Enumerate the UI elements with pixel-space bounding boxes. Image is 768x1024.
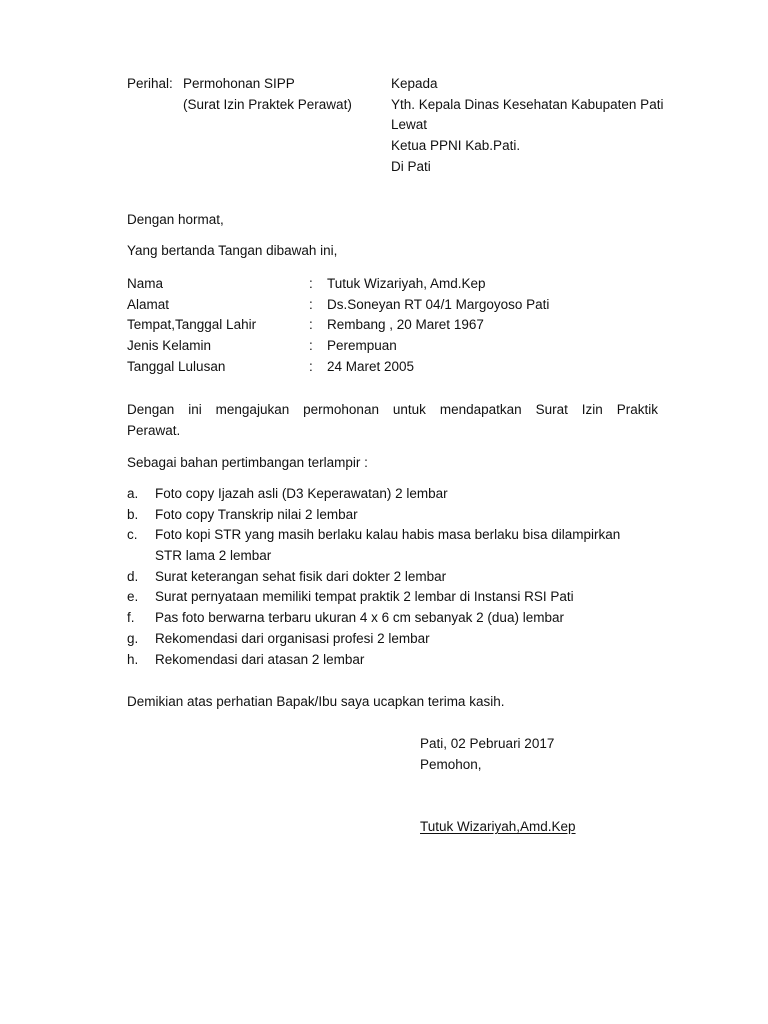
list-item: Surat pernyataan memiliki tempat praktik 2 lembar di Instansi RSI Pati: [155, 589, 574, 605]
signature-place-date: Pati, 02 Pebruari 2017: [420, 736, 555, 751]
identity-label: Jenis Kelamin: [127, 338, 212, 354]
request-paragraph: [127, 400, 658, 441]
subject-line: (Surat Izin Praktek Perawat): [183, 96, 352, 112]
identity-value: Rembang , 20 Maret 1967: [327, 317, 484, 333]
signature-role: Pemohon,: [420, 756, 482, 772]
subject-line: Permohonan SIPP: [183, 76, 295, 91]
list-marker: e.: [127, 589, 139, 605]
identity-label: Tempat,Tanggal Lahir: [127, 317, 257, 333]
closing-line: Demikian atas perhatian Bapak/Ibu saya ucapkan terima kasih.: [127, 694, 505, 709]
identity-value: Perempuan: [327, 338, 397, 354]
list-item: Foto copy Transkrip nilai 2 lembar: [155, 506, 358, 522]
list-item: Rekomendasi dari organisasi profesi 2 lembar: [155, 630, 430, 646]
list-marker: c.: [127, 527, 138, 543]
identity-colon: :: [309, 276, 313, 291]
list-item: Surat keterangan sehat fisik dari dokter 2 lembar: [155, 568, 447, 584]
list-item: Rekomendasi dari atasan 2 lembar: [155, 651, 365, 667]
identity-colon: :: [309, 338, 313, 354]
salutation: Dengan hormat,: [127, 212, 224, 227]
recipient-line: Di Pati: [391, 158, 431, 174]
recipient-line: Yth. Kepala Dinas Kesehatan Kabupaten Pati: [391, 96, 664, 112]
request-line: Dengan ini mengajukan permohonan untuk mendapatkan Surat Izin Praktik: [127, 402, 658, 417]
identity-colon: :: [309, 296, 313, 312]
recipient-block: [391, 74, 663, 177]
list-marker: g.: [127, 630, 139, 646]
identity-value: 24 Maret 2005: [327, 358, 415, 374]
signature-block: [420, 734, 554, 775]
recipient-line: Kepada: [391, 76, 438, 91]
subject-label: Perihal:: [127, 76, 173, 91]
identity-value: Ds.Soneyan RT 04/1 Margoyoso Pati: [327, 296, 550, 312]
signature-name: Tutuk Wizariyah,Amd.Kep: [420, 819, 576, 834]
subject-block: [183, 74, 352, 115]
attachment-markers: [127, 484, 138, 670]
attachments-title: Sebagai bahan pertimbangan terlampir :: [127, 455, 368, 470]
identity-colon: :: [309, 358, 313, 374]
recipient-line: Ketua PPNI Kab.Pati.: [391, 138, 521, 154]
list-item-continuation: STR lama 2 lembar: [155, 548, 272, 564]
list-marker-spacer: [127, 546, 138, 567]
list-marker: a.: [127, 486, 139, 501]
request-line: Perawat.: [127, 422, 181, 438]
list-marker: h.: [127, 651, 139, 667]
intro-line: Yang bertanda Tangan dibawah ini,: [127, 243, 338, 258]
identity-label: Tanggal Lulusan: [127, 358, 226, 374]
list-marker: f.: [127, 610, 135, 626]
identity-labels: [127, 274, 256, 377]
identity-colon: :: [309, 317, 313, 333]
identity-label: Nama: [127, 276, 164, 291]
list-item: Foto copy Ijazah asli (D3 Keperawatan) 2 lembar: [155, 486, 448, 501]
list-marker: b.: [127, 506, 139, 522]
recipient-line: Lewat: [391, 117, 428, 133]
identity-values: [327, 274, 549, 377]
list-item: Pas foto berwarna terbaru ukuran 4 x 6 cm sebanyak 2 (dua) lembar: [155, 610, 564, 626]
identity-colons: [309, 274, 313, 377]
attachment-list: [155, 484, 620, 670]
identity-label: Alamat: [127, 296, 170, 312]
identity-value: Tutuk Wizariyah, Amd.Kep: [327, 276, 486, 291]
list-marker: d.: [127, 568, 139, 584]
list-item: Foto kopi STR yang masih berlaku kalau habis masa berlaku bisa dilampirkan: [155, 527, 621, 543]
